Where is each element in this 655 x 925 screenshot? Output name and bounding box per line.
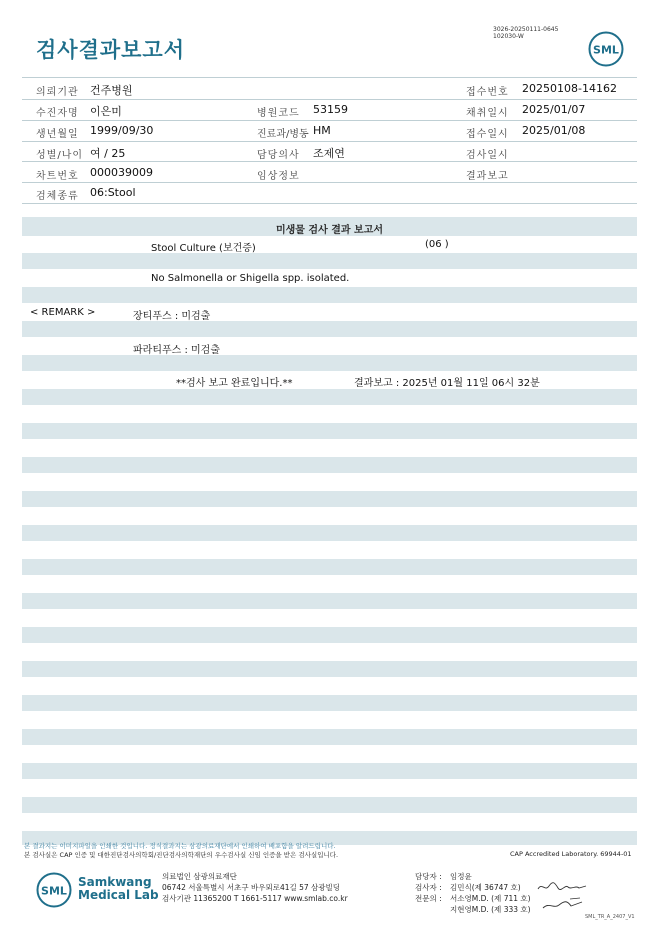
row-band	[22, 423, 637, 439]
row-band	[22, 525, 637, 541]
divider	[22, 120, 637, 121]
value-receipt-date: 2025/01/08	[522, 124, 586, 137]
staff-roles: 담당자 : 검사자 : 전문의 :	[415, 872, 442, 903]
svg-text:SML: SML	[41, 884, 67, 898]
culture-finding: No Salmonella or Shigella spp. isolated.	[151, 273, 350, 284]
value-physician: 조제연	[313, 147, 345, 160]
label-chart-number: 차트번호	[36, 171, 79, 182]
print-notice: 본 결과지는 이미지파일을 인쇄한 것입니다. 정식결과지는 삼광의료재단에서 인쇄하여 배포함을 알려드립니다.	[24, 842, 336, 850]
remark-paratyphoid: 파라티푸스 : 미검출	[133, 345, 221, 356]
page-title: 검사결과보고서	[36, 38, 186, 62]
row-band	[22, 355, 637, 371]
value-specimen-type: 06:Stool	[90, 186, 136, 199]
section-title: 미생물 검사 결과 보고서	[275, 225, 384, 236]
label-birth-date: 생년월일	[36, 129, 79, 140]
label-test-date: 검사일시	[466, 150, 509, 161]
lab-name: Samkwang Medical Lab	[78, 875, 159, 902]
row-band	[22, 457, 637, 473]
value-department: HM	[313, 124, 331, 137]
label-receipt-date: 접수일시	[466, 129, 509, 140]
value-collection-date: 2025/01/07	[522, 103, 586, 116]
divider	[22, 182, 637, 183]
label-department: 진료과/병동	[257, 129, 309, 140]
row-band	[22, 253, 637, 269]
organization-info: 의료법인 삼광의료재단 06742 서울특별시 서초구 바우뫼로41길 57 삼광빌딩 검사기관 11365200 T 1661-5117 www.smlab.co.kr	[162, 872, 348, 903]
row-band	[22, 593, 637, 609]
label-specimen-type: 검체종류	[36, 191, 79, 202]
cap-accreditation: CAP Accredited Laboratory. 69944-01	[510, 850, 632, 858]
divider	[22, 99, 637, 100]
value-patient-name: 이은미	[90, 105, 122, 118]
divider	[22, 203, 637, 204]
document-id: 3026-20250111-0645 102030-W	[493, 26, 559, 40]
report-time: 결과보고 : 2025년 01월 11일 06시 32분	[354, 378, 540, 389]
value-receipt-number: 20250108-14162	[522, 82, 617, 95]
remark-label: < REMARK >	[30, 307, 96, 318]
value-requesting-institution: 건주병원	[90, 84, 133, 97]
row-band	[22, 321, 637, 337]
report-complete-text: **검사 보고 완료입니다.**	[176, 378, 293, 389]
label-clinical-info: 임상정보	[257, 171, 300, 182]
label-sex-age: 성별/나이	[36, 150, 84, 161]
value-sex-age: 여 / 25	[90, 147, 126, 160]
test-name: Stool Culture (보건증)	[151, 243, 256, 254]
value-birth-date: 1999/09/30	[90, 124, 154, 137]
label-collection-date: 채취일시	[466, 108, 509, 119]
signature-icon	[540, 896, 586, 912]
label-physician: 담당의사	[257, 150, 300, 161]
label-requesting-institution: 의뢰기관	[36, 87, 79, 98]
row-band	[22, 729, 637, 745]
label-patient-name: 수진자명	[36, 108, 79, 119]
form-code: SML_TR_A_2407_V1	[585, 914, 635, 920]
label-result-report: 결과보고	[466, 171, 509, 182]
label-receipt-number: 접수번호	[466, 87, 509, 98]
signature-icon	[536, 880, 588, 894]
row-band	[22, 661, 637, 677]
value-chart-number: 000039009	[90, 166, 153, 179]
divider	[22, 77, 637, 78]
staff-names: 임정윤 김민식(제 36747 호) 서소영M.D. (제 711 호) 지현영M.D. (제 333 호)	[450, 872, 531, 914]
row-band	[22, 695, 637, 711]
divider	[22, 161, 637, 162]
svg-text:SML: SML	[593, 43, 619, 57]
row-band	[22, 287, 637, 303]
sml-logo-icon	[588, 31, 624, 67]
row-band	[22, 491, 637, 507]
accreditation-notice: 본 검사실은 CAP 인증 및 대한진단검사의학회/진단검사의학재단의 우수검사실 신임 인증을 받은 검사실입니다.	[24, 851, 339, 859]
label-hospital-code: 병원코드	[257, 108, 300, 119]
row-band	[22, 763, 637, 779]
sml-logo-icon	[36, 872, 72, 908]
row-band	[22, 389, 637, 405]
row-band	[22, 797, 637, 813]
remark-typhoid: 장티푸스 : 미검출	[133, 311, 211, 322]
divider	[22, 141, 637, 142]
test-code: (06 )	[425, 239, 449, 250]
row-band	[22, 627, 637, 643]
value-hospital-code: 53159	[313, 103, 348, 116]
row-band	[22, 559, 637, 575]
